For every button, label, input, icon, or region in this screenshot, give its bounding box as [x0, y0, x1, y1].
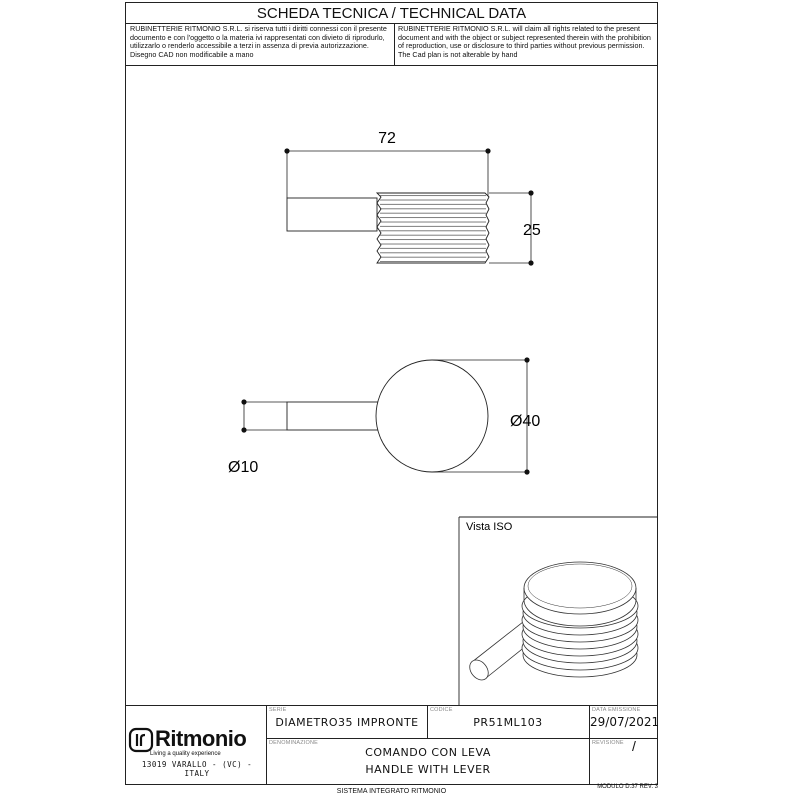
dim-marker — [524, 357, 529, 362]
front-view — [287, 360, 488, 472]
divider — [266, 738, 658, 739]
divider — [125, 705, 658, 706]
data-value: 29/07/2021 — [590, 715, 660, 729]
side-view — [287, 193, 489, 263]
dim-marker — [528, 260, 533, 265]
serie-label: SERIE — [269, 707, 287, 713]
sheet-title: SCHEDA TECNICA / TECHNICAL DATA — [256, 5, 527, 22]
iso-label: Vista ISO — [466, 521, 513, 533]
data-label: DATA EMISSIONE — [592, 707, 641, 713]
revisione-label: REVISIONE — [592, 740, 624, 746]
dimension-d10 — [244, 402, 287, 430]
dim-label-diameter-small: Ø10 — [228, 459, 259, 476]
dim-marker — [241, 399, 246, 404]
notice-english: RUBINETTERIE RITMONIO S.R.L. will claim all rights related to the present document and with the object or subject represented therein with the prohibition of reproduction, use or disclosure to third parties without previous permission. The Cad plan is not alterable by hand — [398, 24, 651, 59]
dim-label-length: 72 — [378, 130, 396, 147]
notice-italian: RUBINETTERIE RITMONIO S.R.L. si riserva tutti i diritti connessi con il presente documento e con l'oggetto o la materia ivi rappresentati con divieto di riprodurlo, utilizzarlo o renderlo accessibile a terzi in assenza di previa autorizzazione. Disegno CAD non modificabile a mano — [130, 24, 387, 59]
codice-label: CODICE — [430, 707, 453, 713]
logo-text: Ritmonio — [155, 726, 247, 751]
iso-drawing — [466, 562, 638, 684]
dimension-72 — [287, 151, 488, 198]
dim-marker — [241, 427, 246, 432]
divider — [266, 705, 267, 785]
codice-value: PR51ML103 — [473, 716, 543, 729]
denominazione-english: HANDLE WITH LEVER — [365, 763, 491, 776]
denominazione-label: DENOMINAZIONE — [269, 740, 319, 746]
dim-marker — [528, 190, 533, 195]
logo-mark-icon — [128, 727, 156, 753]
dim-marker — [524, 469, 529, 474]
serie-value: DIAMETRO35 IMPRONTE — [275, 716, 419, 729]
logo-tagline: Living a quality experience — [150, 751, 221, 757]
dim-label-height: 25 — [523, 222, 541, 239]
dim-label-diameter-large: Ø40 — [510, 413, 541, 430]
revisione-value: / — [632, 738, 636, 754]
dim-marker — [284, 148, 289, 153]
dim-marker — [485, 148, 490, 153]
footer-system: SISTEMA INTEGRATO RITMONIO — [336, 788, 447, 795]
footer-module: MODULO D.37 REV. 3 — [597, 784, 658, 790]
company-address: 13019 VARALLO - (VC) - ITALY — [141, 760, 253, 778]
denominazione-italian: COMANDO CON LEVA — [365, 746, 491, 759]
